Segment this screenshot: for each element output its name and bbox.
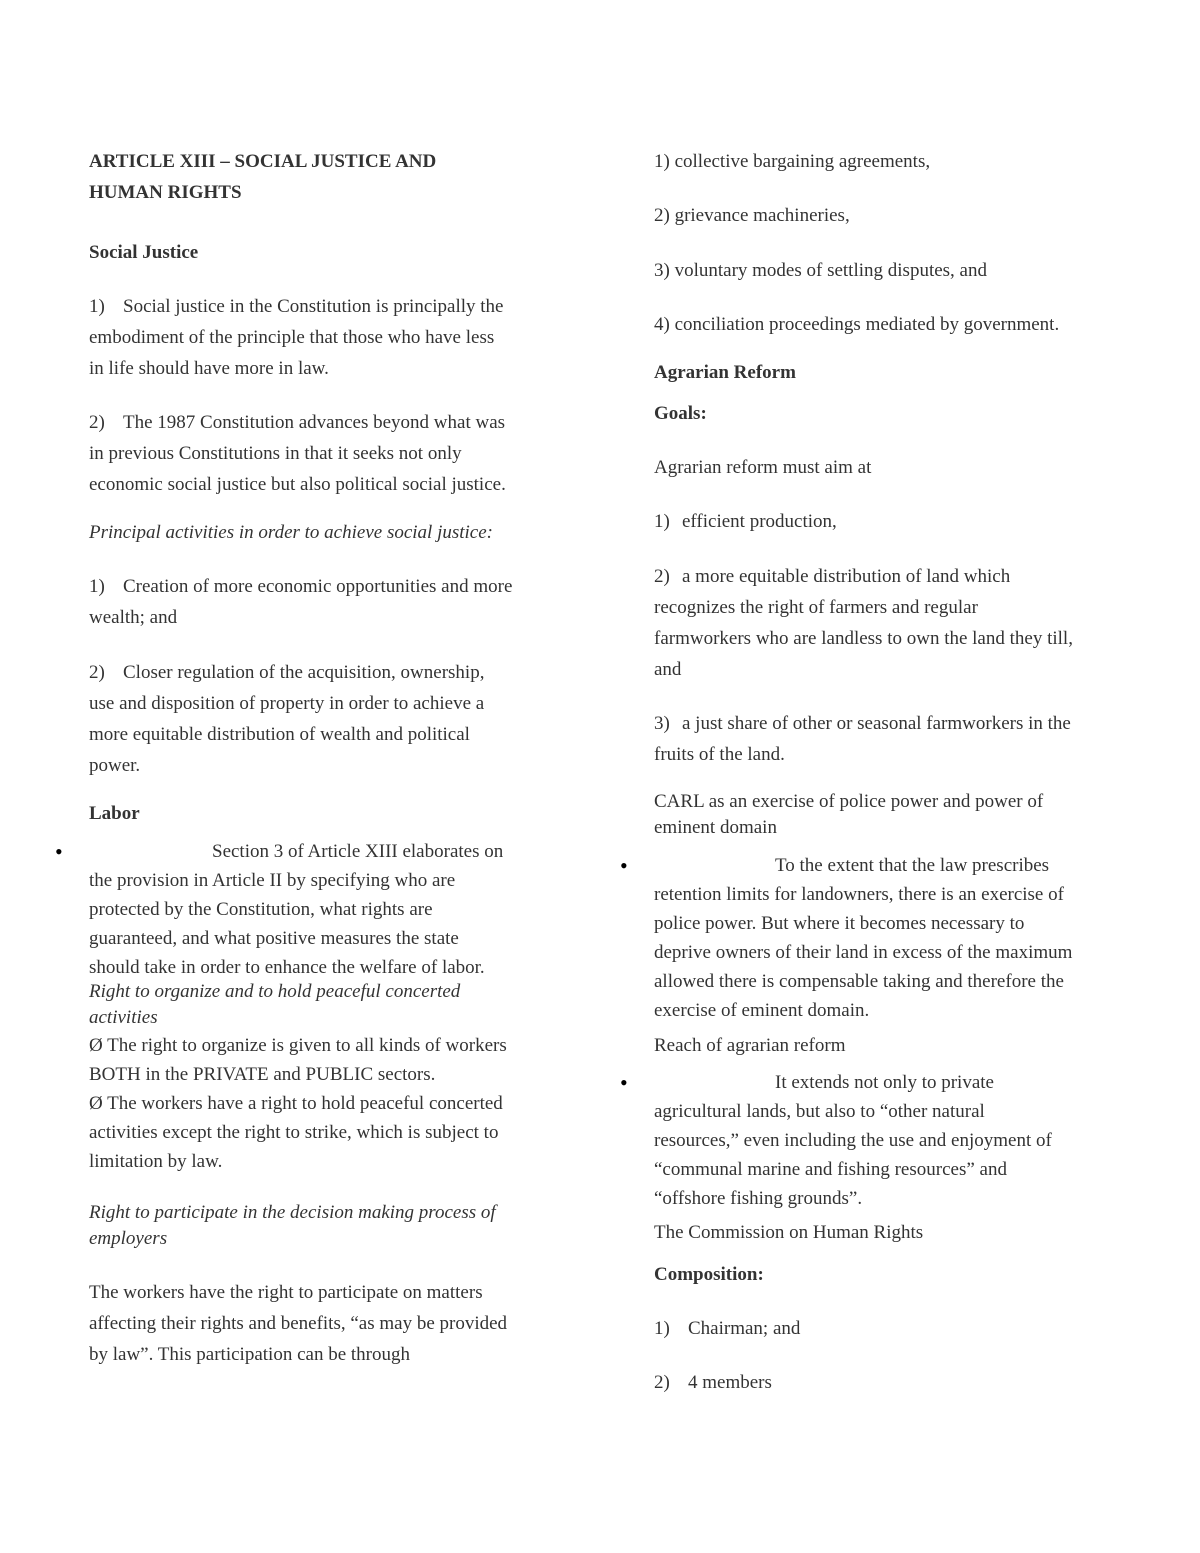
composition-heading: Composition: [654, 1264, 764, 1285]
sj-item-2: 2) The 1987 Constitution advances beyond what was in previous Constitutions in that it seeks not only economic social justice but also political social justice. [89, 412, 506, 495]
social-justice-heading: Social Justice [89, 242, 199, 263]
carl-bullet-icon: • [620, 853, 628, 878]
through-item-1: 1) collective bargaining agreements, [654, 151, 931, 172]
labor-bullet-text: Section 3 of Article XIII elaborates on the provision in Article II by specifying who are protected by the Constitution, what rights are guaranteed, and what positive measures the state should take in order to enhance the welfare of labor. [89, 841, 504, 978]
reach-bullet-text: It extends not only to private agricultural lands, but also to “other natural resources,” even including the use and enjoyment of “communal marine and fishing resources” and “offshore fishing grounds”. [654, 1072, 1052, 1209]
through-item-3: 3) voluntary modes of settling disputes, and [654, 260, 987, 281]
goals-heading: Goals: [654, 403, 707, 424]
agrarian-reform-heading: Agrarian Reform [654, 362, 796, 383]
right-to-organize-heading: Right to organize and to hold peaceful concerted activities [89, 981, 461, 1028]
goals-intro: Agrarian reform must aim at [654, 457, 872, 478]
pa-item-2: 2) Closer regulation of the acquisition, ownership, use and disposition of property in order to achieve a more equitable distribution of wealth and political power. [89, 662, 485, 776]
chr-heading: The Commission on Human Rights [654, 1222, 924, 1243]
organize-text: Ø The right to organize is given to all kinds of workers BOTH in the PRIVATE and PUBLIC sectors. Ø The workers have a right to hold peaceful concerted activities except the right to strike, which is subject to limitation by law. [89, 1035, 507, 1172]
carl-heading: CARL as an exercise of police power and power of eminent domain [654, 791, 1044, 838]
right-to-participate-heading: Right to participate in the decision making process of employers [89, 1202, 496, 1249]
through-item-2: 2) grievance machineries, [654, 205, 850, 226]
goal-2: 2) a more equitable distribution of land which recognizes the right of farmers and regular farmworkers who are landless to own the land they till, and [654, 566, 1073, 680]
through-item-4: 4) conciliation proceedings mediated by government. [654, 314, 1060, 335]
goal-3: 3) a just share of other or seasonal farmworkers in the fruits of the land. [654, 713, 1071, 765]
reach-heading: Reach of agrarian reform [654, 1035, 846, 1056]
goal-1: 1) efficient production, [654, 511, 837, 532]
composition-item-1: 1) Chairman; and [654, 1318, 801, 1339]
participate-text: The workers have the right to participate on matters affecting their rights and benefits, “as may be provided by law”. This participation can be through [89, 1282, 508, 1365]
labor-heading: Labor [89, 803, 140, 824]
pa-item-1: 1) Creation of more economic opportunities and more wealth; and [89, 576, 513, 628]
article-title: ARTICLE XIII – SOCIAL JUSTICE AND HUMAN RIGHTS [89, 151, 437, 203]
carl-bullet-text: To the extent that the law prescribes retention limits for landowners, there is an exercise of police power. But where it becomes necessary to deprive owners of their land in excess of the maximum allowed there is compensable taking and therefore the exercise of eminent domain. [654, 855, 1073, 1021]
labor-bullet-icon: • [55, 839, 63, 864]
principal-activities-heading: Principal activities in order to achieve social justice: [89, 522, 494, 543]
sj-item-1: 1) Social justice in the Constitution is principally the embodiment of the principle that those who have less in life should have more in law. [89, 296, 504, 379]
composition-item-2: 2) 4 members [654, 1372, 772, 1393]
reach-bullet-icon: • [620, 1070, 628, 1095]
